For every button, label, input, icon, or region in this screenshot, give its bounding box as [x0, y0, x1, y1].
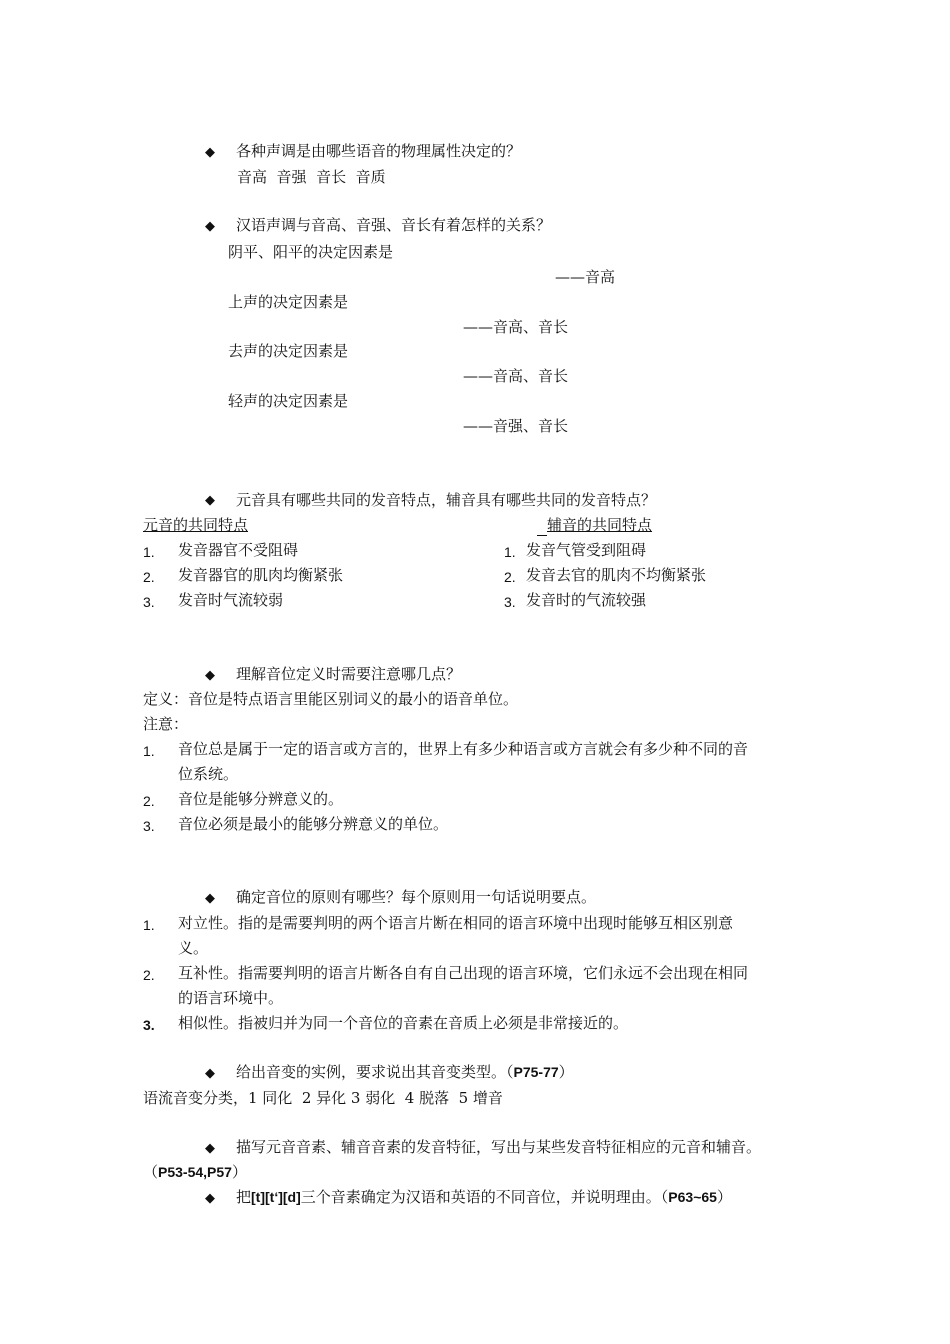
page-ref: P63~65	[668, 1189, 717, 1205]
bullet-icon: ◆	[205, 219, 215, 234]
consonant-num-2: 2.	[504, 569, 516, 585]
principle-3: 相似性。指被归并为同一个音位的音素在音质上必须是非常接近的。	[178, 1014, 629, 1032]
note-item-1-cont: 位系统。	[178, 765, 239, 783]
principle-num-3: 3.	[143, 1017, 155, 1033]
tone-label-2: 上声的决定因素是	[228, 293, 349, 311]
answer-1: 音高 音强 音长 音质	[237, 168, 386, 186]
definition: 定义：音位是特点语言里能区别词义的最小的语音单位。	[143, 690, 519, 708]
principle-1: 对立性。指的是需要判明的两个语言片断在相同的语言环境中出现时能够互相区别意	[178, 914, 734, 932]
phoneme-set: [t][t‘][d]	[251, 1189, 301, 1205]
note-num-2: 2.	[143, 793, 155, 809]
page-ref: P75-77	[513, 1064, 559, 1080]
note-item-1: 音位总是属于一定的语言或方言的，世界上有多少种语言或方言就会有多少种不同的音	[178, 740, 749, 758]
principle-num-1: 1.	[143, 917, 155, 933]
question-1: 各种声调是由哪些语音的物理属性决定的？	[236, 142, 522, 160]
principle-2-cont: 的语言环境中。	[178, 989, 284, 1007]
consonant-num-3: 3.	[504, 594, 516, 610]
vowel-num-1: 1.	[143, 544, 155, 560]
note-num-3: 3.	[143, 818, 155, 834]
consonant-header: 辅音的共同特点	[547, 516, 653, 534]
principle-num-2: 2.	[143, 967, 155, 983]
note-label: 注意：	[143, 715, 189, 733]
note-item-2: 音位是能够分辨意义的。	[178, 790, 344, 808]
tone-value-3: ——音高、音长	[463, 367, 569, 385]
question-2: 汉语声调与音高、音强、音长有着怎样的关系？	[236, 216, 552, 234]
vowel-item-2: 发音器官的肌肉均衡紧张	[178, 566, 344, 584]
bullet-icon: ◆	[205, 145, 215, 160]
principle-2: 互补性。指需要判明的语言片断各自有自己出现的语言环境，它们永远不会出现在相同	[178, 964, 749, 982]
header-underline	[537, 535, 547, 536]
tone-value-2: ——音高、音长	[463, 318, 569, 336]
note-item-3: 音位必须是最小的能够分辨意义的单位。	[178, 815, 449, 833]
consonant-item-2: 发音去官的肌肉不均衡紧张	[526, 566, 707, 584]
vowel-item-1: 发音器官不受阻碍	[178, 541, 299, 559]
question-3: 元音具有哪些共同的发音特点，辅音具有哪些共同的发音特点？	[236, 491, 657, 509]
vowel-header: 元音的共同特点	[143, 516, 249, 534]
question-7-ref: （P53-54,P57）	[143, 1163, 247, 1181]
tone-label-1: 阴平、阳平的决定因素是	[228, 243, 394, 261]
note-num-1: 1.	[143, 743, 155, 759]
question-4: 理解音位定义时需要注意哪几点？	[236, 665, 462, 683]
bullet-icon: ◆	[205, 1191, 215, 1206]
question-8: 把[t][t‘][d]三个音素确定为汉语和英语的不同音位，并说明理由。（P63~65）	[236, 1188, 732, 1206]
bullet-icon: ◆	[205, 1066, 215, 1081]
tone-label-4: 轻声的决定因素是	[228, 392, 349, 410]
vowel-num-3: 3.	[143, 594, 155, 610]
page-ref: P53-54,P57	[158, 1164, 232, 1180]
tone-value-4: ——音强、音长	[463, 417, 569, 435]
question-6: 给出音变的实例，要求说出其音变类型。（P75-77）	[236, 1063, 574, 1081]
vowel-num-2: 2.	[143, 569, 155, 585]
question-7: 描写元音音素、辅音音素的发音特征，写出与某些发音特征相应的元音和辅音。	[236, 1138, 762, 1156]
tone-value-1: ——音高	[555, 268, 616, 286]
bullet-icon: ◆	[205, 1141, 215, 1156]
consonant-num-1: 1.	[504, 544, 516, 560]
principle-1-cont: 义。	[178, 939, 209, 957]
consonant-item-3: 发音时的气流较强	[526, 591, 647, 609]
consonant-item-1: 发音气管受到阻碍	[526, 541, 647, 559]
bullet-icon: ◆	[205, 493, 215, 508]
bullet-icon: ◆	[205, 891, 215, 906]
answer-6: 语流音变分类，1 同化 2 异化 3 弱化 4 脱落 5 增音	[143, 1089, 503, 1107]
vowel-item-3: 发音时气流较弱	[178, 591, 284, 609]
question-5: 确定音位的原则有哪些？每个原则用一句话说明要点。	[236, 888, 597, 906]
bullet-icon: ◆	[205, 668, 215, 683]
tone-label-3: 去声的决定因素是	[228, 342, 349, 360]
